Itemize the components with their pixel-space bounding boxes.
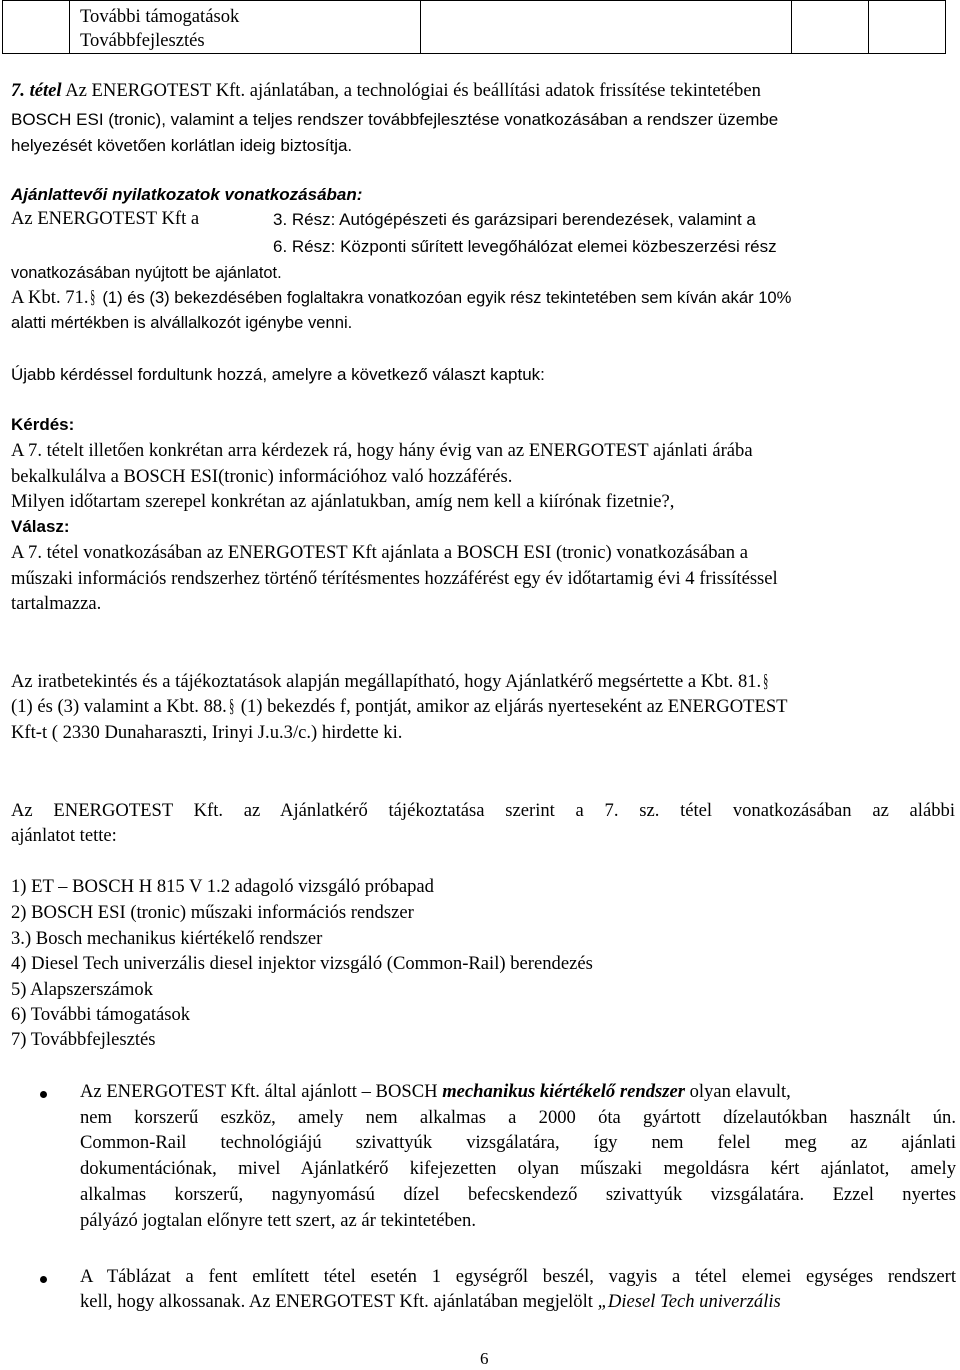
question-line1: A 7. tételt illetően konkrétan arra kérdezek rá, hogy hány évig van az ENERGOTEST ajánlati árába: [11, 440, 753, 461]
finding-line3: Kft-t ( 2330 Dunaharaszti, Irinyi J.u.3/c.) hirdette ki.: [11, 722, 403, 743]
section-sign-icon: §: [228, 696, 235, 717]
declaration-line1b: 3. Rész: Autógépészeti és garázsipari berendezések, valamint a: [273, 210, 756, 229]
declaration-line5: alatti mértékben is alvállalkozót igénybe venni.: [11, 313, 353, 332]
list-item: 6) További támogatások: [11, 1004, 191, 1025]
finding-line1: Az iratbetekintés és a tájékoztatások alapján megállapítható, hogy Ajánlatkérő megsértette a Kbt. 81. §: [11, 671, 769, 692]
answer-line2: műszaki információs rendszerhez történő térítésmentes hozzáférést egy év időtartamig évi 4 frissítéssel: [11, 568, 778, 589]
declaration-line4: A Kbt. 71. § (1) és (3) bekezdésében foglaltakra vonatkozóan egyik rész tekintetében sem kíván akár 10%: [11, 287, 792, 308]
followup-text: Újabb kérdéssel fordultunk hozzá, amelyre a következő választ kaptuk:: [11, 365, 545, 384]
bullet1-line2: nem korszerű eszköz, amely nem alkalmas a 2000 óta gyártott dízelautókban használt ún.: [80, 1107, 956, 1128]
bullet1-line6: pályázó jogtalan előnyre tett szert, az ár tekintetében.: [80, 1210, 476, 1231]
bullet2-line1: A Táblázat a fent említett tétel esetén 1 egységről beszél, vagyis a tétel elemei egységes rendszert: [80, 1266, 956, 1287]
item7-line3: helyezését követően korlátlan ideig biztosítja.: [11, 136, 353, 155]
section-sign-icon: §: [763, 671, 769, 692]
list-item: 2) BOSCH ESI (tronic) műszaki információs rendszer: [11, 902, 414, 923]
bullet-icon: [40, 1091, 47, 1098]
offer-line1: Az ENERGOTEST Kft. az Ajánlatkérő tájékoztatása szerint a 7. sz. tétel vonatkozásában az alábbi: [11, 800, 955, 821]
section-sign-icon: §: [90, 287, 96, 308]
table-cell-blank: [3, 1, 70, 54]
item7-line1: 7. tétel Az ENERGOTEST Kft. ajánlatában, a technológiai és beállítási adatok frissítése tekintetében: [11, 80, 761, 101]
answer-line3: tartalmazza.: [11, 593, 102, 614]
declaration-heading: Ajánlattevői nyilatkozatok vonatkozásában:: [11, 185, 363, 204]
list-item: 4) Diesel Tech univerzális diesel injektor vizsgáló (Common-Rail) berendezés: [11, 953, 593, 974]
list-item: 1) ET – BOSCH H 815 V 1.2 adagoló vizsgáló próbapad: [11, 876, 434, 897]
declaration-line3: vonatkozásában nyújtott be ajánlatot.: [11, 264, 282, 282]
page-number: 6: [480, 1349, 489, 1368]
table-cell-blank: [792, 1, 869, 54]
bullet1-line3: Common-Rail technológiájú szivattyúk vizsgálatára, így nem felel meg az ajánlati: [80, 1132, 956, 1153]
declaration-line1a: Az ENERGOTEST Kft a: [11, 208, 200, 229]
question-label: Kérdés:: [11, 415, 75, 434]
question-line3: Milyen időtartam szerepel konkrétan az ajánlatukban, amíg nem kell a kiírónak fizetnie?,: [11, 491, 675, 512]
bullet2-line2: kell, hogy alkossanak. Az ENERGOTEST Kft. ajánlatában megjelölt „Diesel Tech univerzális: [80, 1291, 781, 1312]
bullet1-line5: alkalmas korszerű, nagynyomású dízel befecskendező szivattyúk vizsgálatára. Ezzel nyertes: [80, 1184, 956, 1205]
table-cell-blank: [869, 1, 946, 54]
finding-line2: (1) és (3) valamint a Kbt. 88. § (1) bekezdés f, pontját, amikor az eljárás nyerteseként az ENERGOTEST: [11, 696, 788, 717]
answer-label: Válasz:: [11, 517, 70, 536]
table-fragment: [2, 0, 946, 54]
declaration-line2: 6. Rész: Központi sűrített levegőhálózat elemei közbeszerzési rész: [273, 237, 777, 256]
table-cell-blank: [421, 1, 792, 54]
table-row-support: További támogatások: [80, 6, 240, 27]
bullet1-line1: Az ENERGOTEST Kft. által ajánlott – BOSCH mechanikus kiértékelő rendszer olyan elavult,: [80, 1081, 791, 1102]
bullet-icon: [40, 1276, 47, 1283]
item7-line2: BOSCH ESI (tronic), valamint a teljes rendszer továbbfejlesztése vonatkozásában a rendszer üzembe: [11, 110, 779, 129]
answer-line1: A 7. tétel vonatkozásában az ENERGOTEST Kft ajánlata a BOSCH ESI (tronic) vonatkozásában a: [11, 542, 748, 563]
question-line2: bekalkulálva a BOSCH ESI(tronic) információhoz való hozzáférés.: [11, 466, 513, 487]
table-row-development: Továbbfejlesztés: [80, 30, 205, 51]
list-item: 5) Alapszerszámok: [11, 979, 153, 1000]
bullet1-line4: dokumentációnak, mivel Ajánlatkérő kifejezetten olyan műszaki megoldásra kért ajánlatot, amely: [80, 1158, 956, 1179]
list-item: 7) Továbbfejlesztés: [11, 1029, 156, 1050]
table-cell-items: [70, 1, 421, 54]
offer-line2: ajánlatot tette:: [11, 825, 117, 846]
list-item: 3.) Bosch mechanikus kiértékelő rendszer: [11, 928, 323, 949]
